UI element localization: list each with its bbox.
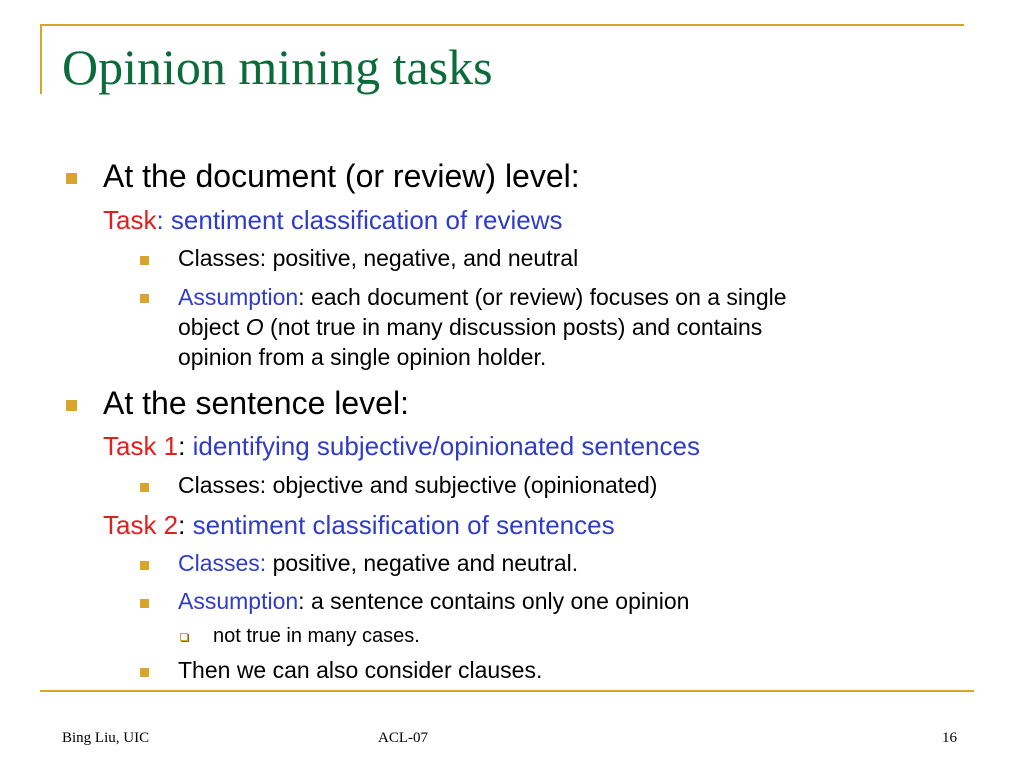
doc-assumption-line-1: [178, 284, 787, 311]
task-label: Task: [103, 205, 157, 235]
classes-label: Classes:: [178, 550, 267, 576]
doc-assumption-line-2: [178, 314, 762, 341]
square-bullet-icon: [140, 294, 149, 303]
square-bullet-icon: [140, 256, 149, 265]
page-number: 16: [942, 730, 957, 746]
doc-classes: Classes: positive, negative, and neutral: [178, 245, 579, 271]
assumption-text: object: [178, 314, 246, 340]
square-bullet-icon: [140, 668, 149, 677]
assumption-text: (not true in many discussion posts) and contains: [263, 314, 763, 340]
bottom-rule: [40, 690, 974, 692]
doc-level-heading: At the document (or review) level:: [103, 158, 580, 194]
sub-note: not true in many cases.: [213, 625, 420, 647]
sentence-level-heading: At the sentence level:: [103, 385, 409, 421]
object-variable: O: [245, 314, 264, 340]
task1-text: identifying subjective/opinionated sentences: [185, 431, 700, 461]
square-bullet-icon: [140, 561, 149, 570]
task-text: : sentiment classification of reviews: [156, 205, 563, 235]
clauses-note: Then we can also consider clauses.: [178, 657, 543, 683]
slide-title: Opinion mining tasks: [62, 39, 493, 95]
task2-label: Task 2: [103, 510, 179, 540]
task2-classes: [178, 550, 578, 577]
assumption-label: Assumption: [178, 588, 299, 614]
footer-author: Bing Liu, UIC: [62, 730, 150, 746]
task1-label: Task 1: [103, 431, 179, 461]
task2-text: sentiment classification of sentences: [185, 510, 615, 540]
task1-classes: Classes: objective and subjective (opinionated): [178, 472, 658, 498]
square-bullet-icon: [140, 483, 149, 492]
square-bullet-icon: [66, 400, 77, 411]
square-bullet-icon: [140, 599, 149, 608]
sentence-task1-line: [103, 431, 700, 462]
doc-task-line: [103, 205, 563, 236]
footer-venue: ACL-07: [378, 730, 428, 746]
sentence-task2-line: [103, 510, 615, 541]
task2-assumption: [178, 588, 689, 615]
task1-colon: :: [178, 431, 186, 461]
task2-colon: :: [178, 510, 186, 540]
assumption-label: Assumption: [178, 284, 299, 310]
hollow-square-bullet-icon: [180, 633, 188, 641]
doc-assumption-line-3: opinion from a single opinion holder.: [178, 344, 547, 370]
assumption-text: : each document (or review) focuses on a single: [298, 284, 787, 310]
classes-text: positive, negative and neutral.: [266, 550, 579, 576]
square-bullet-icon: [66, 173, 77, 184]
assumption-text: : a sentence contains only one opinion: [298, 588, 690, 614]
